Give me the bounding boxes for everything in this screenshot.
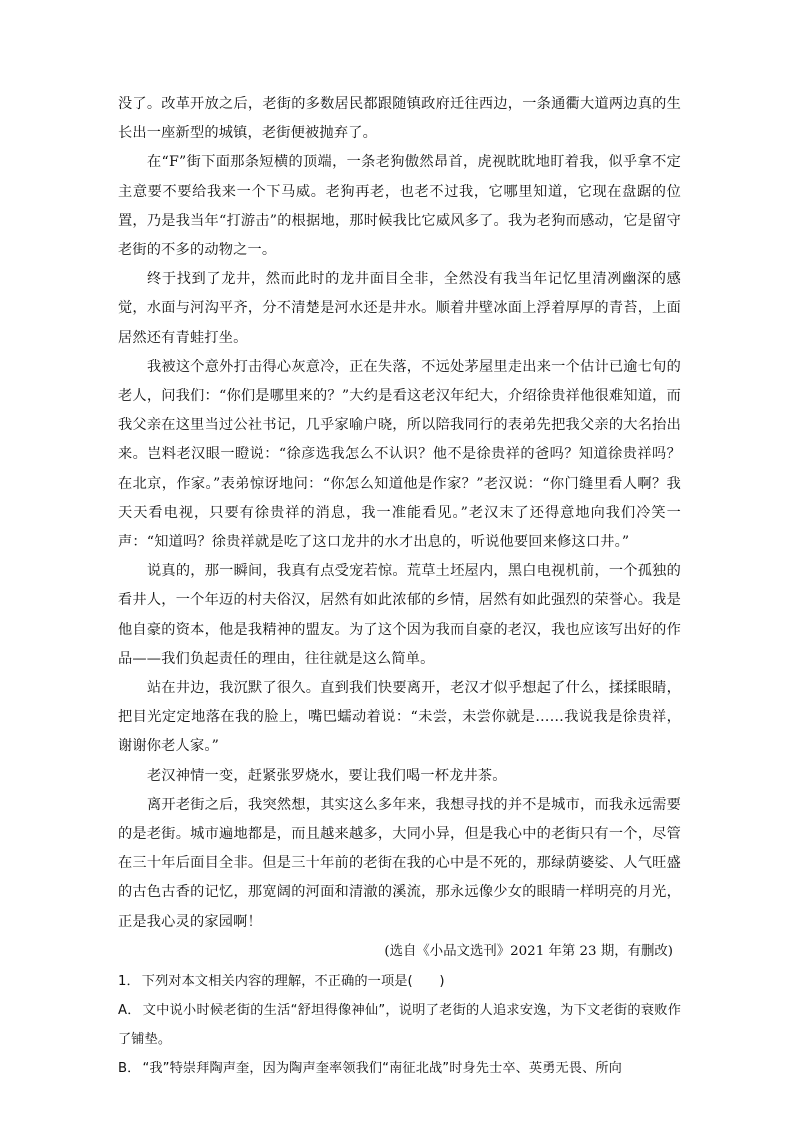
article-paragraph: 老汉神情一变，赶紧张罗烧水，要让我们喝一杯龙井茶。 — [147, 767, 507, 784]
article-paragraph: 说真的，那一瞬间，我真有点受宠若惊。荒草土坯屋内，黑白电视机前，一个孤独的看井人，一个年迈的村夫俗汉，居然有如此浓郁的乡情，居然有如此强烈的荣誉心。我是他自豪的资本，他是我精神的盟友。为了这个因为我而自豪的老汉，我也应该写出好的作品——我们负起责任的理由，往往就是这么简单。 — [118, 563, 681, 667]
article-paragraph: 终于找到了龙井，然而此时的龙井面目全非，全然没有我当年记忆里清冽幽深的感觉，水面与河沟平齐，分不清楚是河水还是井水。顺着井壁冰面上浮着厚厚的青苔，上面居然还有青蛙打坐。 — [118, 271, 681, 346]
option-letter: A． — [118, 1002, 141, 1018]
option-letter: B． — [118, 1060, 141, 1076]
option-text: “我”特崇拜陶声奎，因为陶声奎率领我们“南征北战”时身先士卒、英勇无畏、所向 — [142, 1060, 622, 1076]
source-citation: (选自《小品文选刊》2021 年第 23 期，有删改) — [384, 943, 673, 959]
question-stem — [118, 967, 681, 996]
article-paragraph: 我被这个意外打击得心灰意冷，正在失落，不远处茅屋里走出来一个估计已逾七旬的老人，问我们：“你们是哪里来的？”大约是看这老汉年纪大，介绍徐贵祥他很难知道，而我父亲在这里当过公社书记，几乎家喻户晓，所以陪我同行的表弟先把我父亲的大名抬出来。岂料老汉眼一瞪说：“徐彦选我怎么不认识？他不是徐贵祥的爸吗？知道徐贵祥吗？在北京，作家。”表弟惊讶地问：“你怎么知道他是作家？”老汉说：“你门缝里看人啊？我天天看电视，只要有徐贵祥的消息，我一准能看见。”老汉末了还得意地向我们冷笑一声：“知道吗？徐贵祥就是吃了这口龙井的水才出息的，听说他要回来修这口井。” — [118, 358, 681, 551]
article-paragraph: 离开老街之后，我突然想，其实这么多年来，我想寻找的并不是城市，而我永远需要的是老街。城市遍地都是，而且越来越多，大同小异，但是我心中的老街只有一个，尽管在三十年后面目全非。但是三十年前的老街在我的心中是不死的，那绿荫婆娑、人气旺盛的古色古香的记忆，那宽阔的河面和清澈的溪流，那永远像少女的眼睛一样明亮的月光，正是我心灵的家园啊！ — [118, 796, 681, 930]
option-text: 文中说小时候老街的生活“舒坦得像神仙”，说明了老街的人追求安逸，为下文老街的衰败作了铺垫。 — [118, 1002, 681, 1047]
question-text: 下列对本文相关内容的理解，不正确的一项是( ) — [141, 973, 445, 989]
article-paragraph: 没了。改革开放之后，老街的多数居民都跟随镇政府迁往西边，一条通衢大道两边真的生长出一座新型的城镇，老街便被抛弃了。 — [118, 96, 681, 142]
article-paragraph: 在“F”街下面那条短横的顶端，一条老狗傲然昂首，虎视眈眈地盯着我，似乎拿不定主意要不要给我来一个下马威。老狗再老，也老不过我，它哪里知道，它现在盘踞的位置，乃是我当年“打游击”的根据地，那时候我比它威风多了。我为老狗而感动，它是留守老街的不多的动物之一。 — [118, 154, 681, 259]
option-b — [118, 1054, 681, 1083]
option-a — [118, 996, 681, 1054]
document-page — [118, 90, 681, 1083]
question-number: 1． — [118, 973, 140, 989]
article-paragraph: 站在井边，我沉默了很久。直到我们快要离开，老汉才似乎想起了什么，揉揉眼睛，把目光定定地落在我的脸上，嘴巴蠕动着说：“未尝，未尝你就是……我说我是徐贵祥，谢谢你老人家。” — [118, 680, 681, 755]
